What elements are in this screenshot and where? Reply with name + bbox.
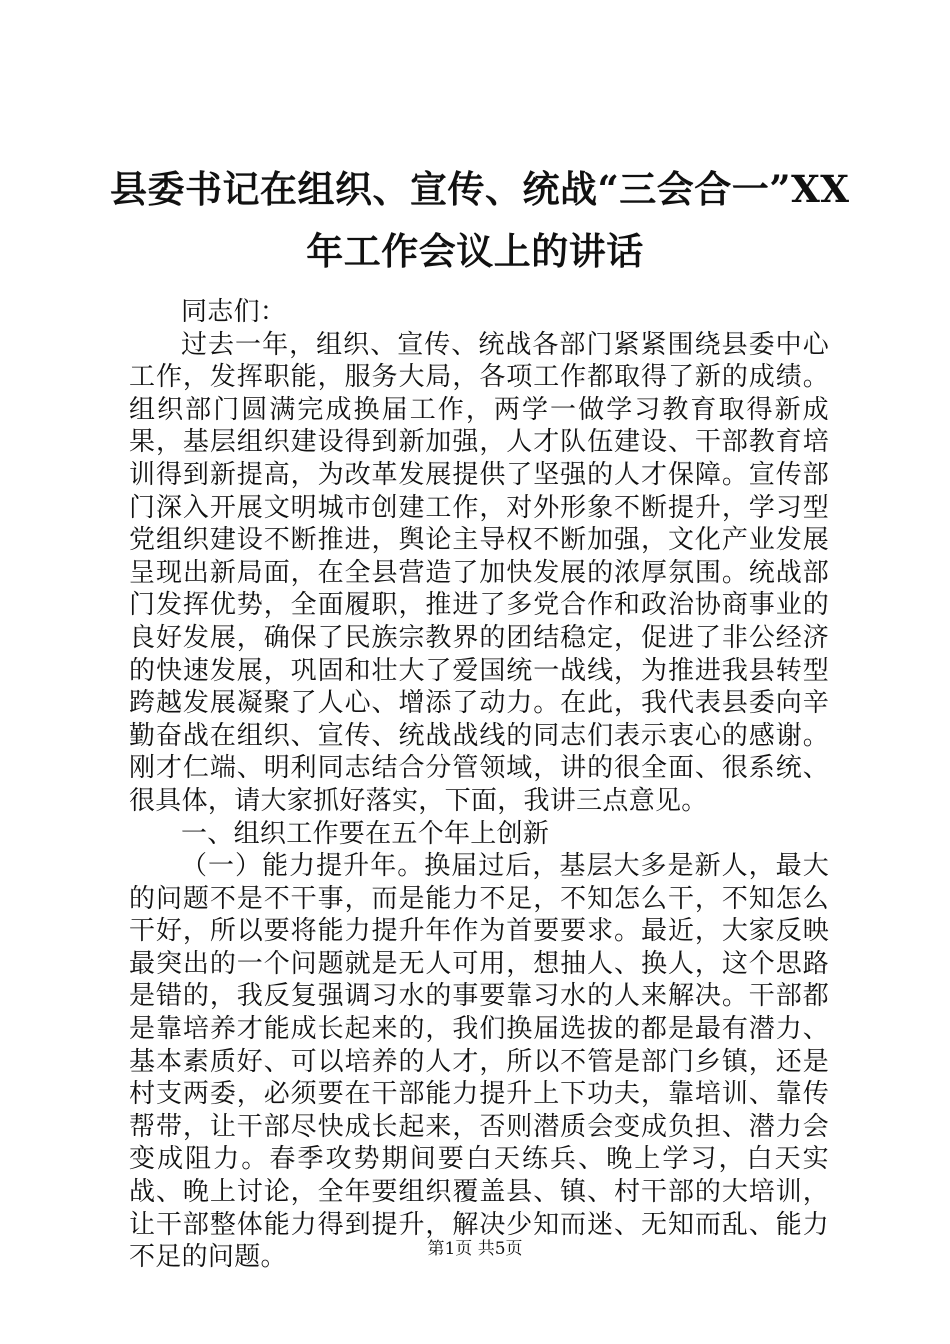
document-body [129,296,829,1274]
paragraph-review: 过去一年，组织、宣传、统战各部门紧紧围绕县委中心工作，发挥职能，服务大局，各项工作都取得了新的成绩。组织部门圆满完成换届工作，两学一做学习教育取得新成果，基层组织建设得到新加强，人才队伍建设、干部教育培训得到新提高，为改革发展提供了坚强的人才保障。宣传部门深入开展文明城市创建工作，对外形象不断提升，学习型党组织建设不断推进，舆论主导权不断加强，文化产业发展呈现出新局面，在全县营造了加快发展的浓厚氛围。统战部门发挥优势，全面履职，推进了多党合作和政治协商事业的良好发展，确保了民族宗教界的团结稳定，促进了非公经济的快速发展，巩固和壮大了爱国统一战线，为推进我县转型跨越发展凝聚了人心、增添了动力。在此，我代表县委向辛勤奋战在组织、宣传、统战战线的同志们表示衷心的感谢。刚才仁端、明利同志结合分管领域，讲的很全面、很系统、很具体，请大家抓好落实，下面，我讲三点意见。 [129,329,829,816]
salutation: 同志们： [181,297,287,327]
page-footer: 第1页 共5页 [427,1239,523,1259]
title-line-2: 年工作会议上的讲话 [306,229,644,273]
title-line-1: 县委书记在组织、宣传、统战“三会合一”XX [110,167,850,211]
section-heading-1: 一、组织工作要在五个年上创新 [181,818,550,849]
paragraph-capability: （一）能力提升年。换届过后，基层大多是新人，最大的问题不是不干事，而是能力不足，不知怎么干，不知怎么干好，所以要将能力提升年作为首要要求。最近，大家反映最突出的一个问题就是无人可用，想抽人、换人，这个思路是错的，我反复强调习水的事要靠习水的人来解决。干部都是靠培养才能成长起来的，我们换届选拔的都是最有潜力、基本素质好、可以培养的人才，所以不管是部门乡镇，还是村支两委，必须要在干部能力提升上下功夫，靠培训、靠传帮带，让干部尽快成长起来，否则潜质会变成负担、潜力会变成阻力。春季攻势期间要白天练兵、晚上学习，白天实战、晚上讨论，全年要组织覆盖县、镇、村干部的大培训，让干部整体能力得到提升，解决少知而迷、无知而乱、能力不足的问题。 [129,851,829,1273]
document-title [110,158,850,282]
